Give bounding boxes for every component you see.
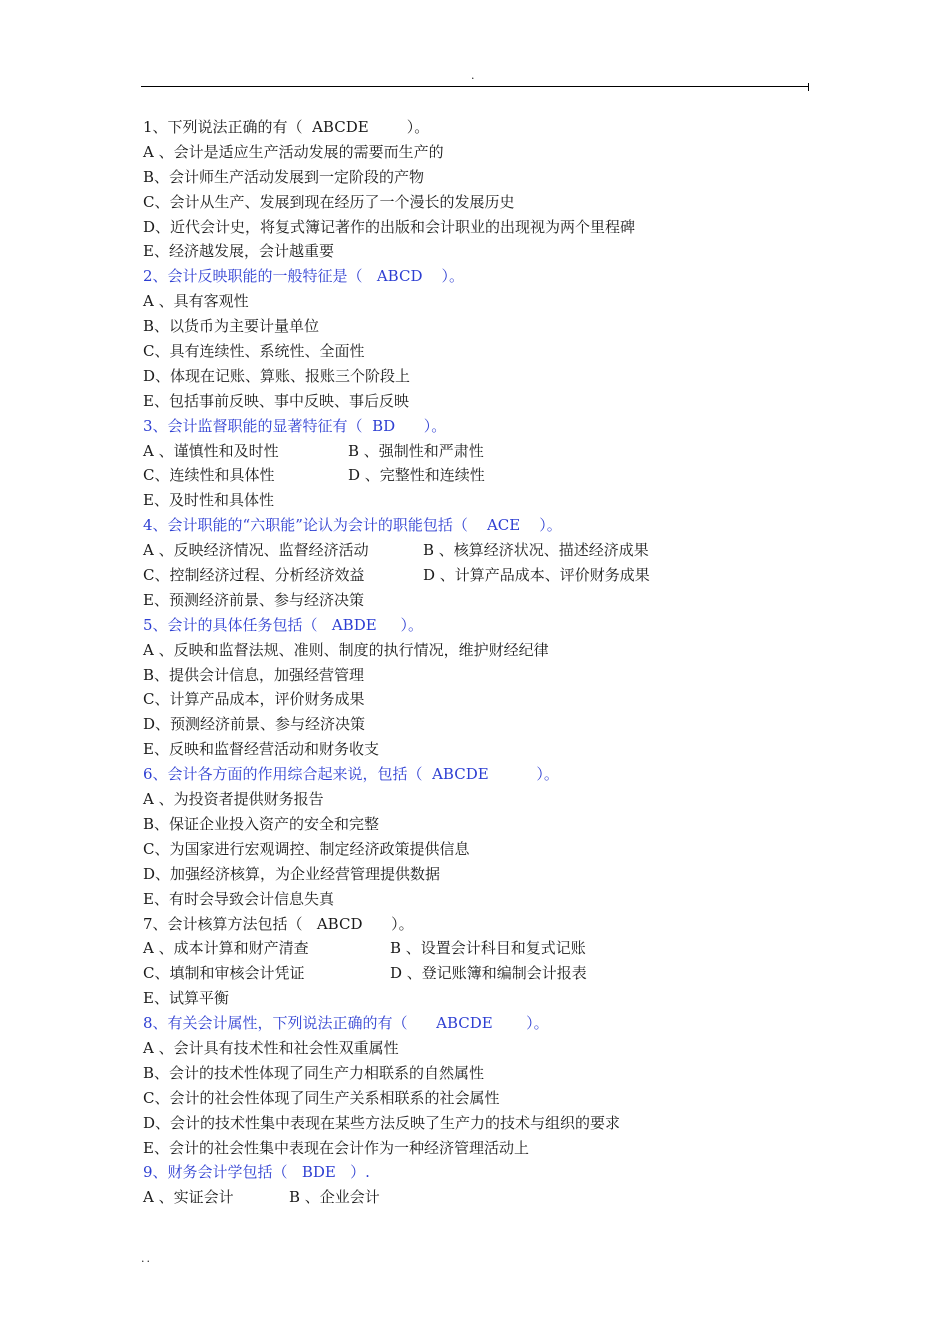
question-list (143, 115, 843, 1210)
question-7-option-d: D 、登记账簿和编制会计报表 (390, 964, 587, 983)
question-3-stem: 3、会计监督职能的显著特征有（ BD ）。 (143, 416, 447, 435)
question-4-stem: 4、会计职能的“六职能”论认为会计的职能包括（ ACE ）。 (143, 516, 562, 535)
question-8-option-d: D、会计的技术性集中表现在某些方法反映了生产力的技术与组织的要求 (143, 1113, 621, 1132)
question-3-option-e: E、及时性和具体性 (143, 491, 274, 510)
question-9-stem: 9、财务会计学包括（ BDE ）. (143, 1163, 370, 1182)
question-4-option-a: A 、反映经济情况、监督经济活动 (143, 541, 369, 560)
question-5-option-e: E、反映和监督经营活动和财务收支 (143, 740, 379, 759)
question-4-option-c: C、控制经济过程、分析经济效益 (143, 566, 365, 585)
question-8-option-c: C、会计的社会性体现了同生产关系相联系的社会属性 (143, 1088, 500, 1107)
question-6-stem: 6、会计各方面的作用综合起来说，包括（ ABCDE ）。 (143, 765, 559, 784)
question-3-option-c: C、连续性和具体性 (143, 466, 275, 485)
question-2-option-e: E、包括事前反映、事中反映、事后反映 (143, 391, 409, 410)
header-rule (141, 86, 808, 87)
question-6-option-c: C、为国家进行宏观调控、制定经济政策提供信息 (143, 839, 470, 858)
question-8-stem: 8、有关会计属性，下列说法正确的有（ ABCDE ）。 (143, 1014, 549, 1033)
footer-mark: .. (141, 1252, 152, 1265)
question-2-stem: 2、会计反映职能的一般特征是（ ABCD ）。 (143, 267, 465, 286)
question-1-option-b: B、会计师生产活动发展到一定阶段的产物 (143, 167, 425, 186)
question-2-option-c: C、具有连续性、系统性、全面性 (143, 342, 365, 361)
question-9-option-row-ab (143, 1185, 843, 1210)
question-5-stem: 5、会计的具体任务包括（ ABDE ）。 (143, 615, 424, 634)
question-5-option-d: D、预测经济前景、参与经济决策 (143, 715, 366, 734)
question-1-option-d: D、近代会计史，将复式簿记著作的出版和会计职业的出现视为两个里程碑 (143, 217, 636, 236)
question-2-option-d: D、体现在记账、算账、报账三个阶段上 (143, 366, 411, 385)
question-8-option-b: B、会计的技术性体现了同生产力相联系的自然属性 (143, 1063, 485, 1082)
question-4-option-e: E、预测经济前景、参与经济决策 (143, 590, 364, 609)
question-6-option-e: E、有时会导致会计信息失真 (143, 889, 334, 908)
question-7-stem: 7、会计核算方法包括（ ABCD ）。 (143, 914, 414, 933)
question-1-option-e: E、经济越发展，会计越重要 (143, 242, 334, 261)
question-5-option-a: A 、反映和监督法规、准则、制度的执行情况，维护财经纪律 (143, 640, 549, 659)
question-3-option-row-ab (143, 439, 843, 464)
question-7-option-c: C、填制和审核会计凭证 (143, 964, 305, 983)
question-7-option-a: A 、成本计算和财产清查 (143, 939, 309, 958)
question-4-option-row-cd (143, 563, 843, 588)
question-1-option-c: C、会计从生产、发展到现在经历了一个漫长的发展历史 (143, 192, 515, 211)
question-7-option-row-cd (143, 961, 843, 986)
question-7-option-row-ab (143, 936, 843, 961)
question-7-option-b: B 、设置会计科目和复式记账 (390, 939, 586, 958)
question-7-option-e: E、试算平衡 (143, 989, 229, 1008)
question-9-option-b: B 、企业会计 (289, 1188, 380, 1207)
question-6-option-d: D、加强经济核算，为企业经营管理提供数据 (143, 864, 441, 883)
question-5-option-c: C、计算产品成本，评价财务成果 (143, 690, 365, 709)
question-4-option-d: D 、计算产品成本、评价财务成果 (423, 566, 650, 585)
question-4-option-b: B 、核算经济状况、描述经济成果 (423, 541, 649, 560)
question-3-option-row-cd (143, 463, 843, 488)
question-1-stem: 1、下列说法正确的有（ ABCDE ）。 (143, 118, 430, 136)
question-3-option-a: A 、谨慎性和及时性 (143, 441, 279, 460)
header-rule-tick (808, 83, 809, 91)
question-2-option-a: A 、具有客观性 (143, 292, 249, 311)
question-9-option-a: A 、实证会计 (143, 1188, 234, 1207)
question-6-option-a: A 、为投资者提供财务报告 (143, 790, 324, 809)
header-mark: . (471, 69, 475, 82)
question-8-option-e: E、会计的社会性集中表现在会计作为一种经济管理活动上 (143, 1138, 529, 1157)
question-1-option-a: A 、会计是适应生产活动发展的需要而生产的 (143, 142, 444, 161)
question-6-option-b: B、保证企业投入资产的安全和完整 (143, 814, 380, 833)
question-5-option-b: B、提供会计信息，加强经营管理 (143, 665, 365, 684)
question-3-option-d: D 、完整性和连续性 (348, 466, 485, 485)
question-4-option-row-ab (143, 538, 843, 563)
question-3-option-b: B 、强制性和严肃性 (348, 441, 484, 460)
question-2-option-b: B、以货币为主要计量单位 (143, 317, 320, 336)
question-8-option-a: A 、会计具有技术性和社会性双重属性 (143, 1038, 399, 1057)
